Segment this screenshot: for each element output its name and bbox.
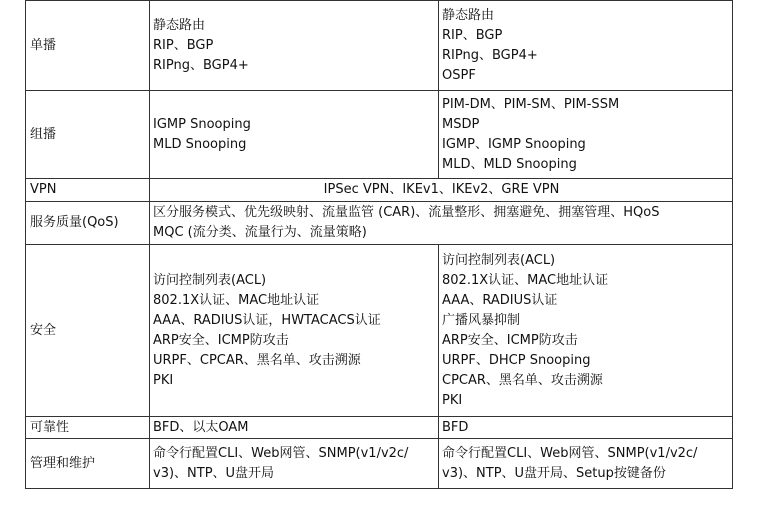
cell-qos-merged <box>150 202 733 245</box>
table-row-unicast <box>26 1 733 91</box>
list-item: BFD、以太OAM <box>153 419 249 435</box>
table-row-reliability <box>26 417 733 439</box>
list-item: 802.1X认证、MAC地址认证 <box>442 272 609 288</box>
cell-security-col2 <box>439 245 733 417</box>
cell-reliability-col1 <box>150 417 439 439</box>
list-item: 命令行配置CLI、Web网管、SNMP(v1/v2c/ <box>442 445 698 461</box>
list-item: RIPng、BGP4+ <box>442 47 538 63</box>
row-label-reliability: 可靠性 <box>26 417 150 439</box>
list-item: CPCAR、黑名单、攻击溯源 <box>442 372 603 388</box>
list-item: ARP安全、ICMP防攻击 <box>442 332 578 348</box>
list-item: URPF、DHCP Snooping <box>442 352 591 368</box>
list-item: 命令行配置CLI、Web网管、SNMP(v1/v2c/ <box>153 445 409 461</box>
list-item: MSDP <box>442 116 480 132</box>
table-row-security <box>26 245 733 417</box>
list-item: v3)、NTP、U盘开局、Setup按键备份 <box>442 465 666 481</box>
list-item: v3)、NTP、U盘开局 <box>153 465 275 481</box>
list-item: IGMP、IGMP Snooping <box>442 136 586 152</box>
row-label-unicast: 单播 <box>26 1 150 91</box>
row-label-security: 安全 <box>26 245 150 417</box>
list-item: 802.1X认证、MAC地址认证 <box>153 292 320 308</box>
list-item: RIPng、BGP4+ <box>153 57 249 73</box>
feature-spec-table <box>25 0 733 489</box>
list-item: MLD、MLD Snooping <box>442 156 577 172</box>
list-item: RIP、BGP <box>153 37 214 53</box>
list-item: 区分服务模式、优先级映射、流量监管 (CAR)、流量整形、拥塞避免、拥塞管理、HQoS <box>153 205 660 220</box>
row-label-vpn: VPN <box>26 179 150 202</box>
cell-management-col2 <box>439 439 733 489</box>
list-item: MLD Snooping <box>153 136 247 152</box>
row-label-qos: 服务质量(QoS) <box>26 202 150 245</box>
list-item: 访问控制列表(ACL) <box>442 252 556 268</box>
cell-multicast-col1 <box>150 91 439 179</box>
list-item: RIP、BGP <box>442 27 503 43</box>
list-item: 静态路由 <box>442 7 495 23</box>
cell-unicast-col1 <box>150 1 439 91</box>
list-item: 访问控制列表(ACL) <box>153 272 267 288</box>
table-row-multicast <box>26 91 733 179</box>
cell-reliability-col2 <box>439 417 733 439</box>
list-item: AAA、RADIUS认证，HWTACACS认证 <box>153 312 381 328</box>
list-item: PKI <box>442 392 463 408</box>
cell-management-col1 <box>150 439 439 489</box>
list-item: IGMP Snooping <box>153 116 251 132</box>
row-label-multicast: 组播 <box>26 91 150 179</box>
table-row-management <box>26 439 733 489</box>
list-item: ARP安全、ICMP防攻击 <box>153 332 289 348</box>
list-item: AAA、RADIUS认证 <box>442 292 558 308</box>
list-item: OSPF <box>442 67 476 83</box>
table-row-vpn <box>26 179 733 202</box>
list-item: 广播风暴抑制 <box>442 312 521 328</box>
row-label-management: 管理和维护 <box>26 439 150 489</box>
list-item: URPF、CPCAR、黑名单、攻击溯源 <box>153 352 361 368</box>
cell-vpn-merged: IPSec VPN、IKEv1、IKEv2、GRE VPN <box>150 179 733 202</box>
cell-security-col1 <box>150 245 439 417</box>
list-item: PIM-DM、PIM-SM、PIM-SSM <box>442 96 620 112</box>
list-item: MQC (流分类、流量行为、流量策略) <box>153 225 367 240</box>
list-item: PKI <box>153 372 174 388</box>
table-row-qos <box>26 202 733 245</box>
cell-multicast-col2 <box>439 91 733 179</box>
cell-unicast-col2 <box>439 1 733 91</box>
list-item: 静态路由 <box>153 17 206 33</box>
list-item: BFD <box>442 419 469 435</box>
